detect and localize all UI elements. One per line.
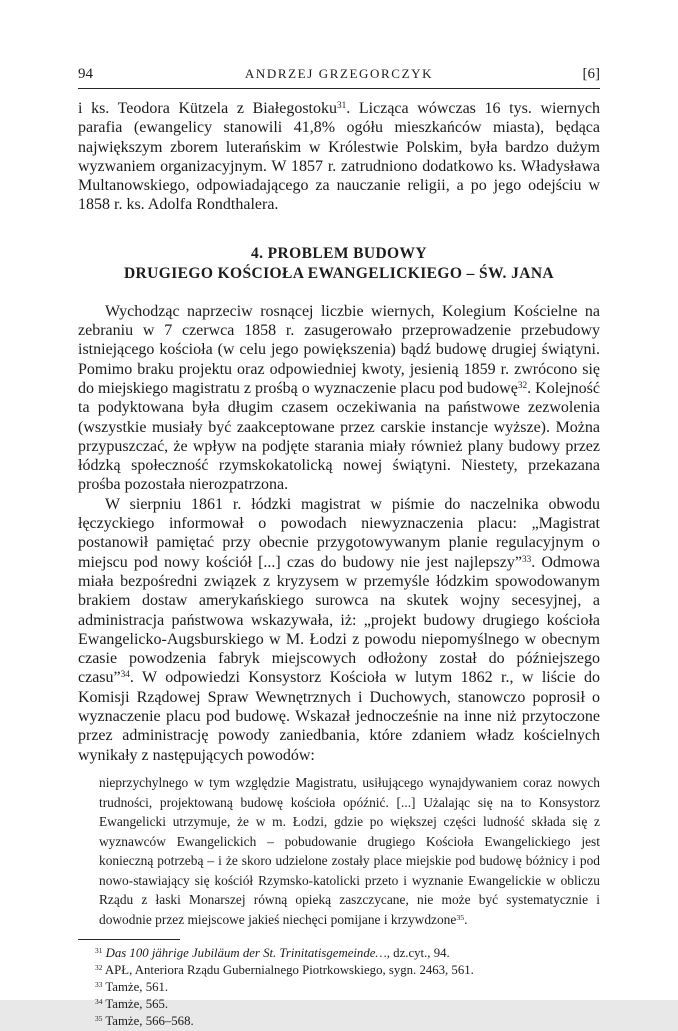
footnote-32: $^{32}$ APŁ, Anteriora Rządu Gubernialnego Piotrkowskiego, sygn. 2463, 561. [95, 962, 474, 977]
section-heading-line1: 4. PROBLEM BUDOWY [250, 244, 427, 262]
footnote-33: $^{33}$ Tamże, 561. [95, 979, 169, 995]
running-header [78, 66, 600, 89]
issue-marker: [6] [582, 66, 600, 82]
paragraph: Wychodząc naprzeciw rosnącej liczbie wiernych, Kolegium Kościelne na zebraniu w 7 czerwca 1858 r. zasugerowało przeprowadzenie przebudowy istniejącego kościoła (w celu jego powiększenia) bądź budowę drugiej świątyni. Pomimo braku projektu oraz odpowiedniej kwoty, jesienią 1859 r. zwrócono się do miejskiego magistratu z prośbą o wyznaczenie placu pod budowę$^{32}$. Kolejność ta podyktowana była długim czasem oczekiwania na państwowe zezwolenia (wszystkie musiały być zaakceptowane przez carskie instancje wyższe). Można przypuszczać, że wpływ na podjęte starania miały również plany budowy przez łódzką społeczność rzymskokatolicką nowej świątyni. Niestety, przekazana prośba pozostała nierozpatrzona. [78, 302, 601, 494]
section-heading-line2: DRUGIEGO KOŚCIOŁA EWANGELICKIEGO – ŚW. JANA [123, 265, 555, 283]
running-title: ANDRZEJ GRZEGORCZYK [244, 66, 434, 81]
footnote-34: $^{34}$ Tamże, 565. [95, 997, 169, 1012]
footnotes [78, 945, 600, 1031]
footnote-35: $^{35}$ Tamże, 566–568. [95, 1014, 194, 1029]
section-heading [78, 244, 600, 285]
page-number: 94 [78, 66, 93, 82]
block-quote: nieprzychylnego w tym względzie Magistratu, usiłującego wynajdywaniem coraz nowych trudności, projektowaną budowę kościoła opóźnić. [...] Użalając się na to Konsystorz Ewangelicki utrzymuje, że w m. Łodzi, gdzie po większej części ludność składa się z wyznawców Ewangelickich – pobudowanie drugiego Kościoła Ewangelickiego jest konieczną potrzebą – i że skoro udzielone zostały place miejskie pod budowę bóżnicy i pod nowo-stawiający się kościół Rzymsko-katolicki przeto i wyznanie Ewangelickie w obliczu Rządu z łaski Monarszej równą opieką zaszczycane, nie może być systematycznie i dowodnie przez miejscowe jakieś niechęci pomijane i krzywdzone$^{35}$. [99, 774, 600, 928]
footnote-separator [78, 939, 180, 940]
paragraph-continuation: i ks. Teodora Kützela z Białegostoku$^{31}$. Licząca wówczas 16 tys. wiernych parafia (ewangelicy stanowili 41,8% ogółu mieszkańców miasta), będąca największym zborem luterańskim w Królestwie Polskim, była bardzo dużym wyzwaniem organizacyjnym. W 1857 r. zatrudniono dodatkowo ks. Władysława Multanowskiego, odpowiadającego za nauczanie religii, a po jego odejściu w 1858 r. ks. Adolfa Rondthalera. [78, 100, 601, 214]
footnote-31: $^{31}$ Das 100 jährige Jubiläum der St. Trinitatisgemeinde…, dz.cyt., 94. [95, 945, 450, 960]
paragraph: W sierpniu 1861 r. łódzki magistrat w piśmie do naczelnika obwodu łęczyckiego informował o powodach niewyznaczenia placu: „Magistrat postanowił pamiętać przy obecnie przygotowywanym planie regulacyjnym o miejscu pod nowy kościół [...] czas do budowy nie jest najlepszy”$^{33}$. Odmowa miała bezpośredni związek z kryzysem w przemyśle łódzkim spowodowanym brakiem dostaw amerykańskiego surowca na skutek wojny secesyjnej, a administracja państwowa wskazywała, iż: „projekt budowy drugiego kościoła Ewangelicko-Augsburskiego w M. Łodzi z powodu niepomyślnego w obecnym czasie powodzenia fabryk miejscowych odłożony został do późniejszego czasu”$^{34}$. W odpowiedzi Konsystorz Kościoła w lutym 1862 r., w liście do Komisji Rządowej Spraw Wewnętrznych i Duchowych, stanowczo poprosił o wyznaczenie placu pod budowę. Wskazał jednocześnie na inne niż przytoczone przez administrację powody zaniedbania, które zdaniem władz kościelnych wynikały z następujących powodów: [78, 495, 600, 764]
